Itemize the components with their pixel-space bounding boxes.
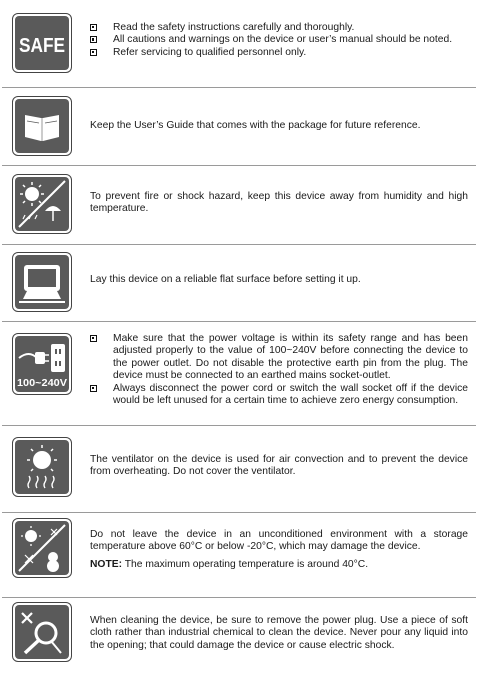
- bullet-item: All cautions and warnings on the device or user’s manual should be noted.: [90, 34, 468, 46]
- safety-row-power-voltage: [2, 322, 476, 426]
- bullet-square-icon: [90, 335, 97, 342]
- bullet-item: Read the safety instructions carefully and thoroughly.: [90, 22, 468, 34]
- bullet-item: Refer servicing to qualified personnel only.: [90, 47, 468, 59]
- safety-text-block: Do not leave the device in an unconditioned environment with a storage temperature above 60°C or below -20°C, which may damage the device. NOTE: The maximum operating temperature is around 40°C.: [90, 529, 468, 570]
- safety-row-flat-surface: [2, 245, 476, 322]
- bullet-square-icon: [90, 385, 97, 392]
- power-plug-outlet-icon: [12, 333, 72, 395]
- flat-surface-device-icon: [12, 252, 72, 312]
- bullet-item: Make sure that the power voltage is within its safety range and has been adjusted properly to the value of 100~240V before connecting the device to the power outlet. Do not disable the protective earth pin from the plug. The device must be connected to an earthed mains socket-outlet.: [90, 333, 468, 383]
- safety-text-block: Lay this device on a reliable flat surface before setting it up.: [90, 274, 361, 285]
- no-cleaning-spray-icon: [12, 602, 72, 662]
- bullet-square-icon: [90, 24, 97, 31]
- safety-text-block: [90, 22, 468, 59]
- safety-text-block: [90, 333, 468, 407]
- open-book-icon: [12, 96, 72, 156]
- safety-row-humidity-temperature: [2, 166, 476, 245]
- safety-text-block: Keep the User’s Guide that comes with the package for future reference.: [90, 120, 421, 131]
- safety-row-storage-temperature: [2, 513, 476, 598]
- bullet-square-icon: [90, 36, 97, 43]
- no-humidity-heat-icon: [12, 174, 72, 234]
- note-line: NOTE: The maximum operating temperature is around 40°C.: [90, 558, 369, 570]
- safety-text-block: To prevent fire or shock hazard, keep this device away from humidity and high temperature.: [90, 191, 468, 215]
- safety-row-users-guide: [2, 88, 476, 166]
- safety-row-cleaning: [2, 598, 476, 679]
- safety-text-block: When cleaning the device, be sure to remove the power plug. Use a piece of soft cloth rather than industrial chemical to clean the device. Never pour any liquid into the opening; that could damage the device or cause electric shock.: [90, 615, 468, 651]
- voltage-icon-label: 100~240V: [17, 378, 68, 389]
- safe-icon: [12, 13, 72, 73]
- safety-row-ventilator: [2, 426, 476, 513]
- safe-icon-label: SAFE: [19, 35, 65, 57]
- temperature-extremes-icon: [12, 518, 72, 578]
- safety-text-block: The ventilator on the device is used for air convection and to prevent the device from overheating. Do not cover the ventilator.: [90, 454, 468, 478]
- bullet-item: Always disconnect the power cord or switch the wall socket off if the device would be left unused for a certain time to achieve zero energy consumption.: [90, 383, 468, 408]
- ventilator-heat-icon: [12, 437, 72, 497]
- bullet-square-icon: [90, 49, 97, 56]
- safety-row-read-instructions: [2, 0, 476, 88]
